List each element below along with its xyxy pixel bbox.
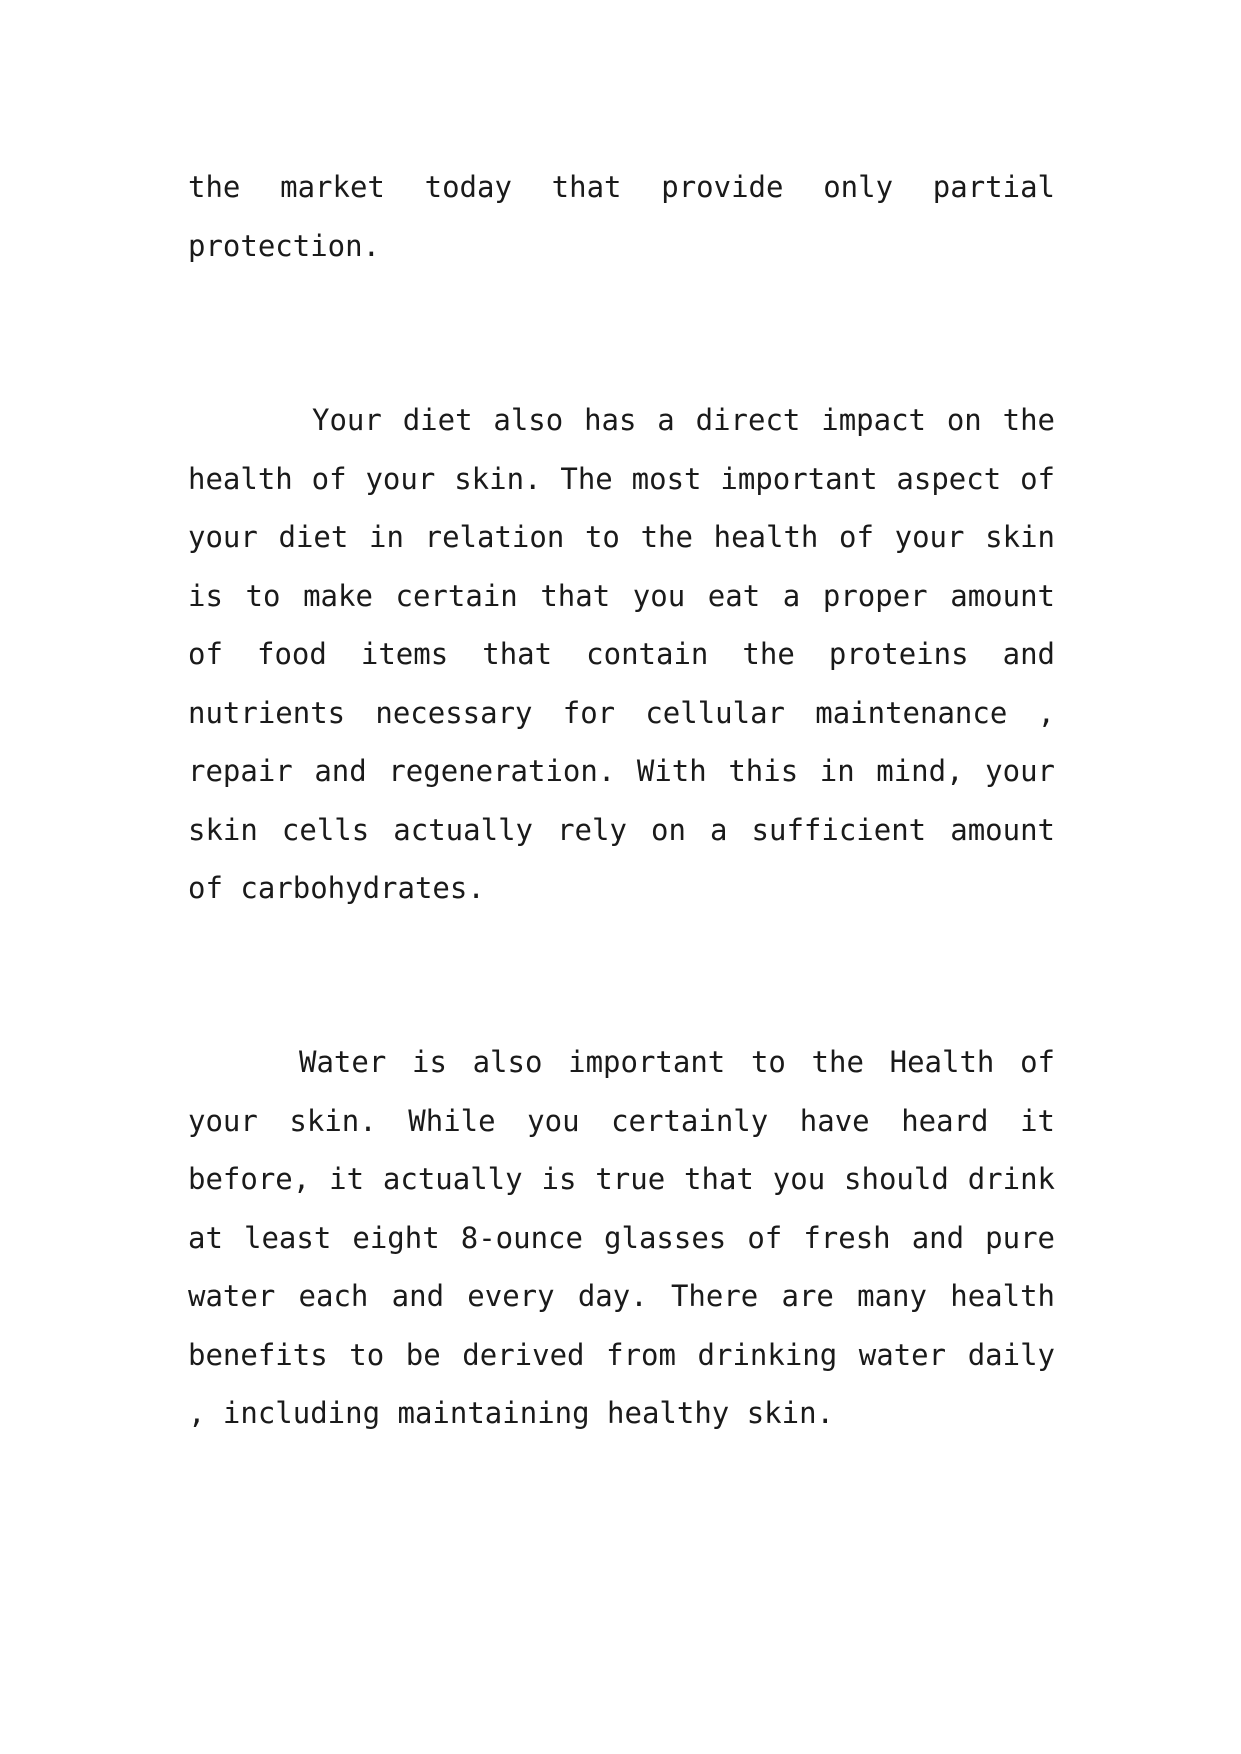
paragraph-diet: Your diet also has a direct impact on the health of your skin. The most important aspect of your diet in relation to the health of your skin is to make certain that you eat a proper amount of food items that contain the proteins and nutrients necessary for cellular maintenance , repair and regeneration. With this in mind, your skin cells actually rely on a sufficient amount of carbohydrates. <box>188 403 1055 905</box>
paragraph-continuation: the market today that provide only partial protection. <box>188 170 1055 263</box>
paragraph-water: Water is also important to the Health of your skin. While you certainly have heard it before, it actually is true that you should drink at least eight 8-ounce glasses of fresh and pure water each and every day. There are many health benefits to be derived from drinking water daily , including maintaining healthy skin. <box>188 1045 1055 1430</box>
